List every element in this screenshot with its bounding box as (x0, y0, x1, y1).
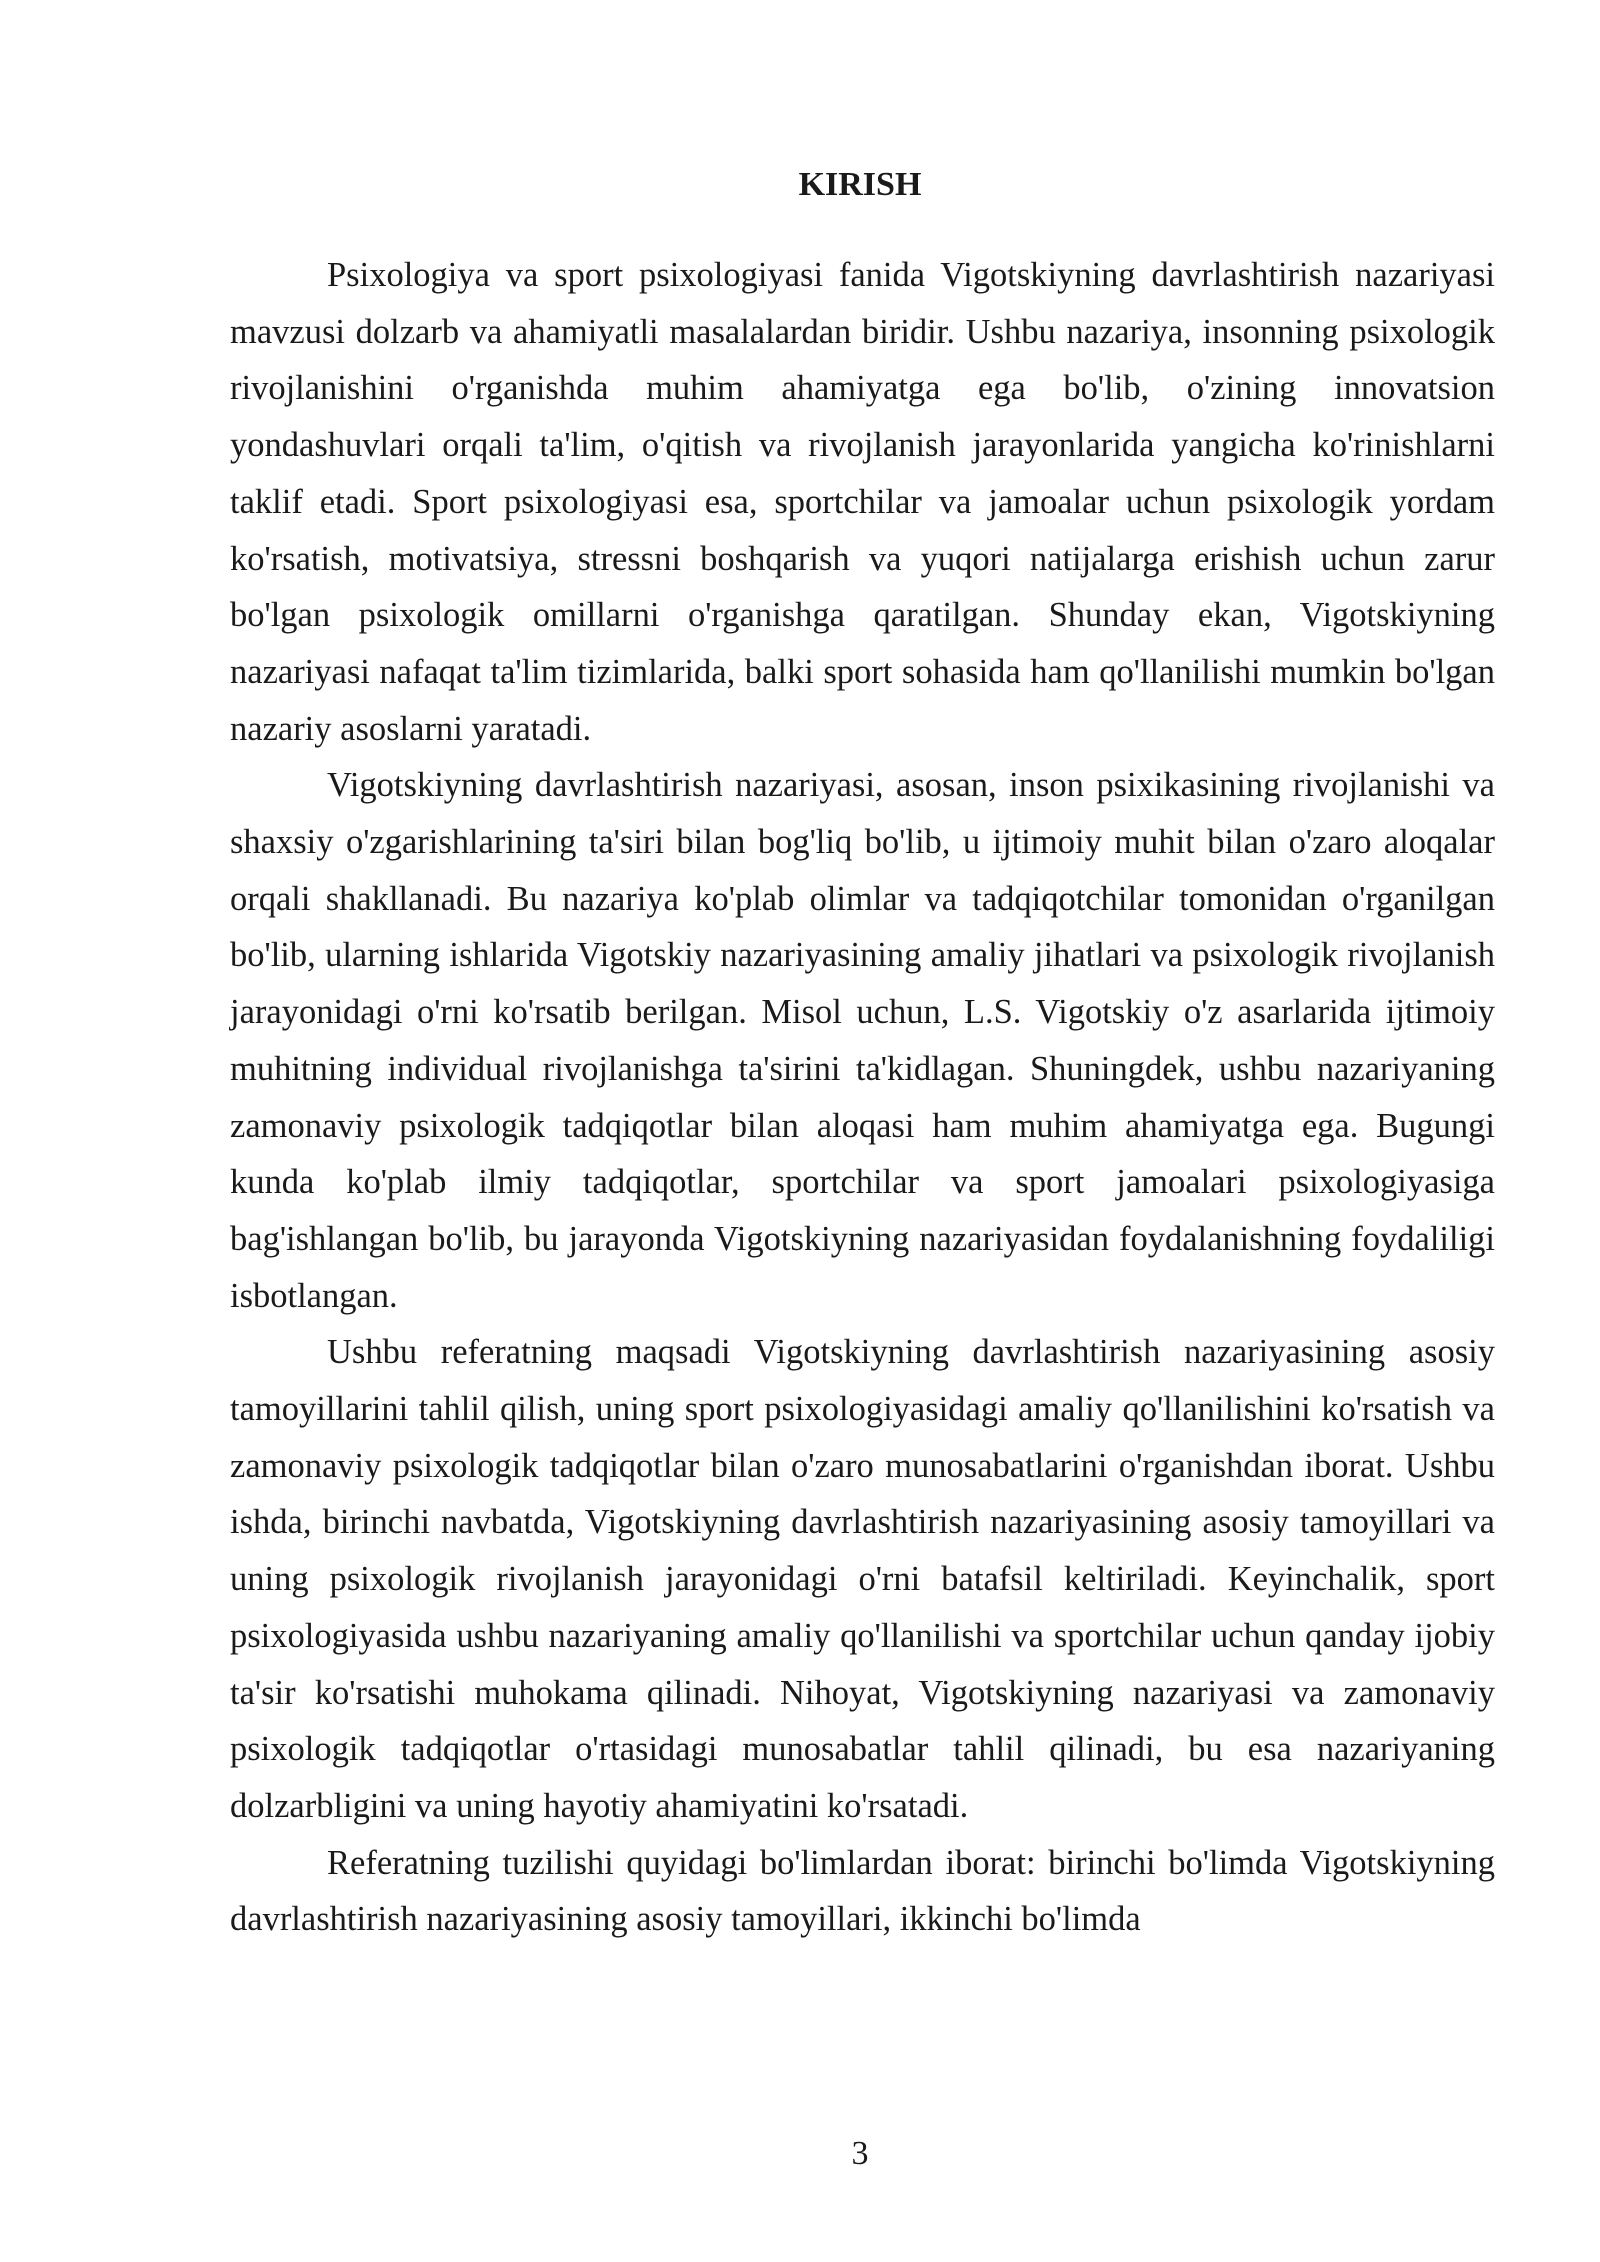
paragraph: Psixologiya va sport psixologiyasi fanida Vigotskiyning davrlashtirish nazariyasi mavzusi dolzarb va ahamiyatli masalalardan biridir. Ushbu nazariya, insonning psixologik rivojlanishini o'rganishda muhim ahamiyatga ega bo'lib, o'zining innovatsion yondashuvlari orqali ta'lim, o'qitish va rivojlanish jarayonlarida yangicha ko'rinishlarni taklif etadi. Sport psixologiyasi esa, sportchilar va jamoalar uchun psixologik yordam ko'rsatish, motivatsiya, stressni boshqarish va yuqori natijalarga erishish uchun zarur bo'lgan psixologik omillarni o'rganishga qaratilgan. Shunday ekan, Vigotskiyning nazariyasi nafaqat ta'lim tizimlarida, balki sport sohasida ham qo'llanilishi mumkin bo'lgan nazariy asoslarni yaratadi. (230, 256, 1495, 748)
paragraph: Ushbu referatning maqsadi Vigotskiyning davrlashtirish nazariyasining asosiy tamoyillarini tahlil qilish, uning sport psixologiyasidagi amaliy qo'llanilishini ko'rsatish va zamonaviy psixologik tadqiqotlar bilan o'zaro munosabatlarini o'rganishdan iborat. Ushbu ishda, birinchi navbatda, Vigotskiyning davrlashtirish nazariyasining asosiy tamoyillari va uning psixologik rivojlanish jarayonidagi o'rni batafsil keltiriladi. Keyinchalik, sport psixologiyasida ushbu nazariyaning amaliy qo'llanilishi va sportchilar uchun qanday ijobiy ta'sir ko'rsatishi muhokama qilinadi. Nihoyat, Vigotskiyning nazariyasi va zamonaviy psixologik tadqiqotlar o'rtasidagi munosabatlar tahlil qilinadi, bu esa nazariyaning dolzarbligini va uning hayotiy ahamiyatini ko'rsatadi. (230, 1333, 1495, 1825)
page-number: 3 (851, 2135, 869, 2172)
paragraph: Referatning tuzilishi quyidagi bo'limlardan iborat: birinchi bo'limda Vigotskiyning davrlashtirish nazariyasining asosiy tamoyillari, ikkinchi bo'limda (230, 1843, 1495, 1939)
body-text (230, 247, 1495, 1948)
paragraph: Vigotskiyning davrlashtirish nazariyasi, asosan, inson psixikasining rivojlanishi va shaxsiy o'zgarishlarining ta'siri bilan bog'liq bo'lib, u ijtimoiy muhit bilan o'zaro aloqalar orqali shakllanadi. Bu nazariya ko'plab olimlar va tadqiqotchilar tomonidan o'rganilgan bo'lib, ularning ishlarida Vigotskiy nazariyasining amaliy jihatlari va psixologik rivojlanish jarayonidagi o'rni ko'rsatib berilgan. Misol uchun, L.S. Vigotskiy o'z asarlarida ijtimoiy muhitning individual rivojlanishga ta'sirini ta'kidlagan. Shuningdek, ushbu nazariyaning zamonaviy psixologik tadqiqotlar bilan aloqasi ham muhim ahamiyatga ega. Bugungi kunda ko'plab ilmiy tadqiqotlar, sportchilar va sport jamoalari psixologiyasiga bag'ishlangan bo'lib, bu jarayonda Vigotskiyning nazariyasidan foydalanishning foydaliligi isbotlangan. (230, 766, 1495, 1315)
page-heading: KIRISH (798, 166, 922, 203)
